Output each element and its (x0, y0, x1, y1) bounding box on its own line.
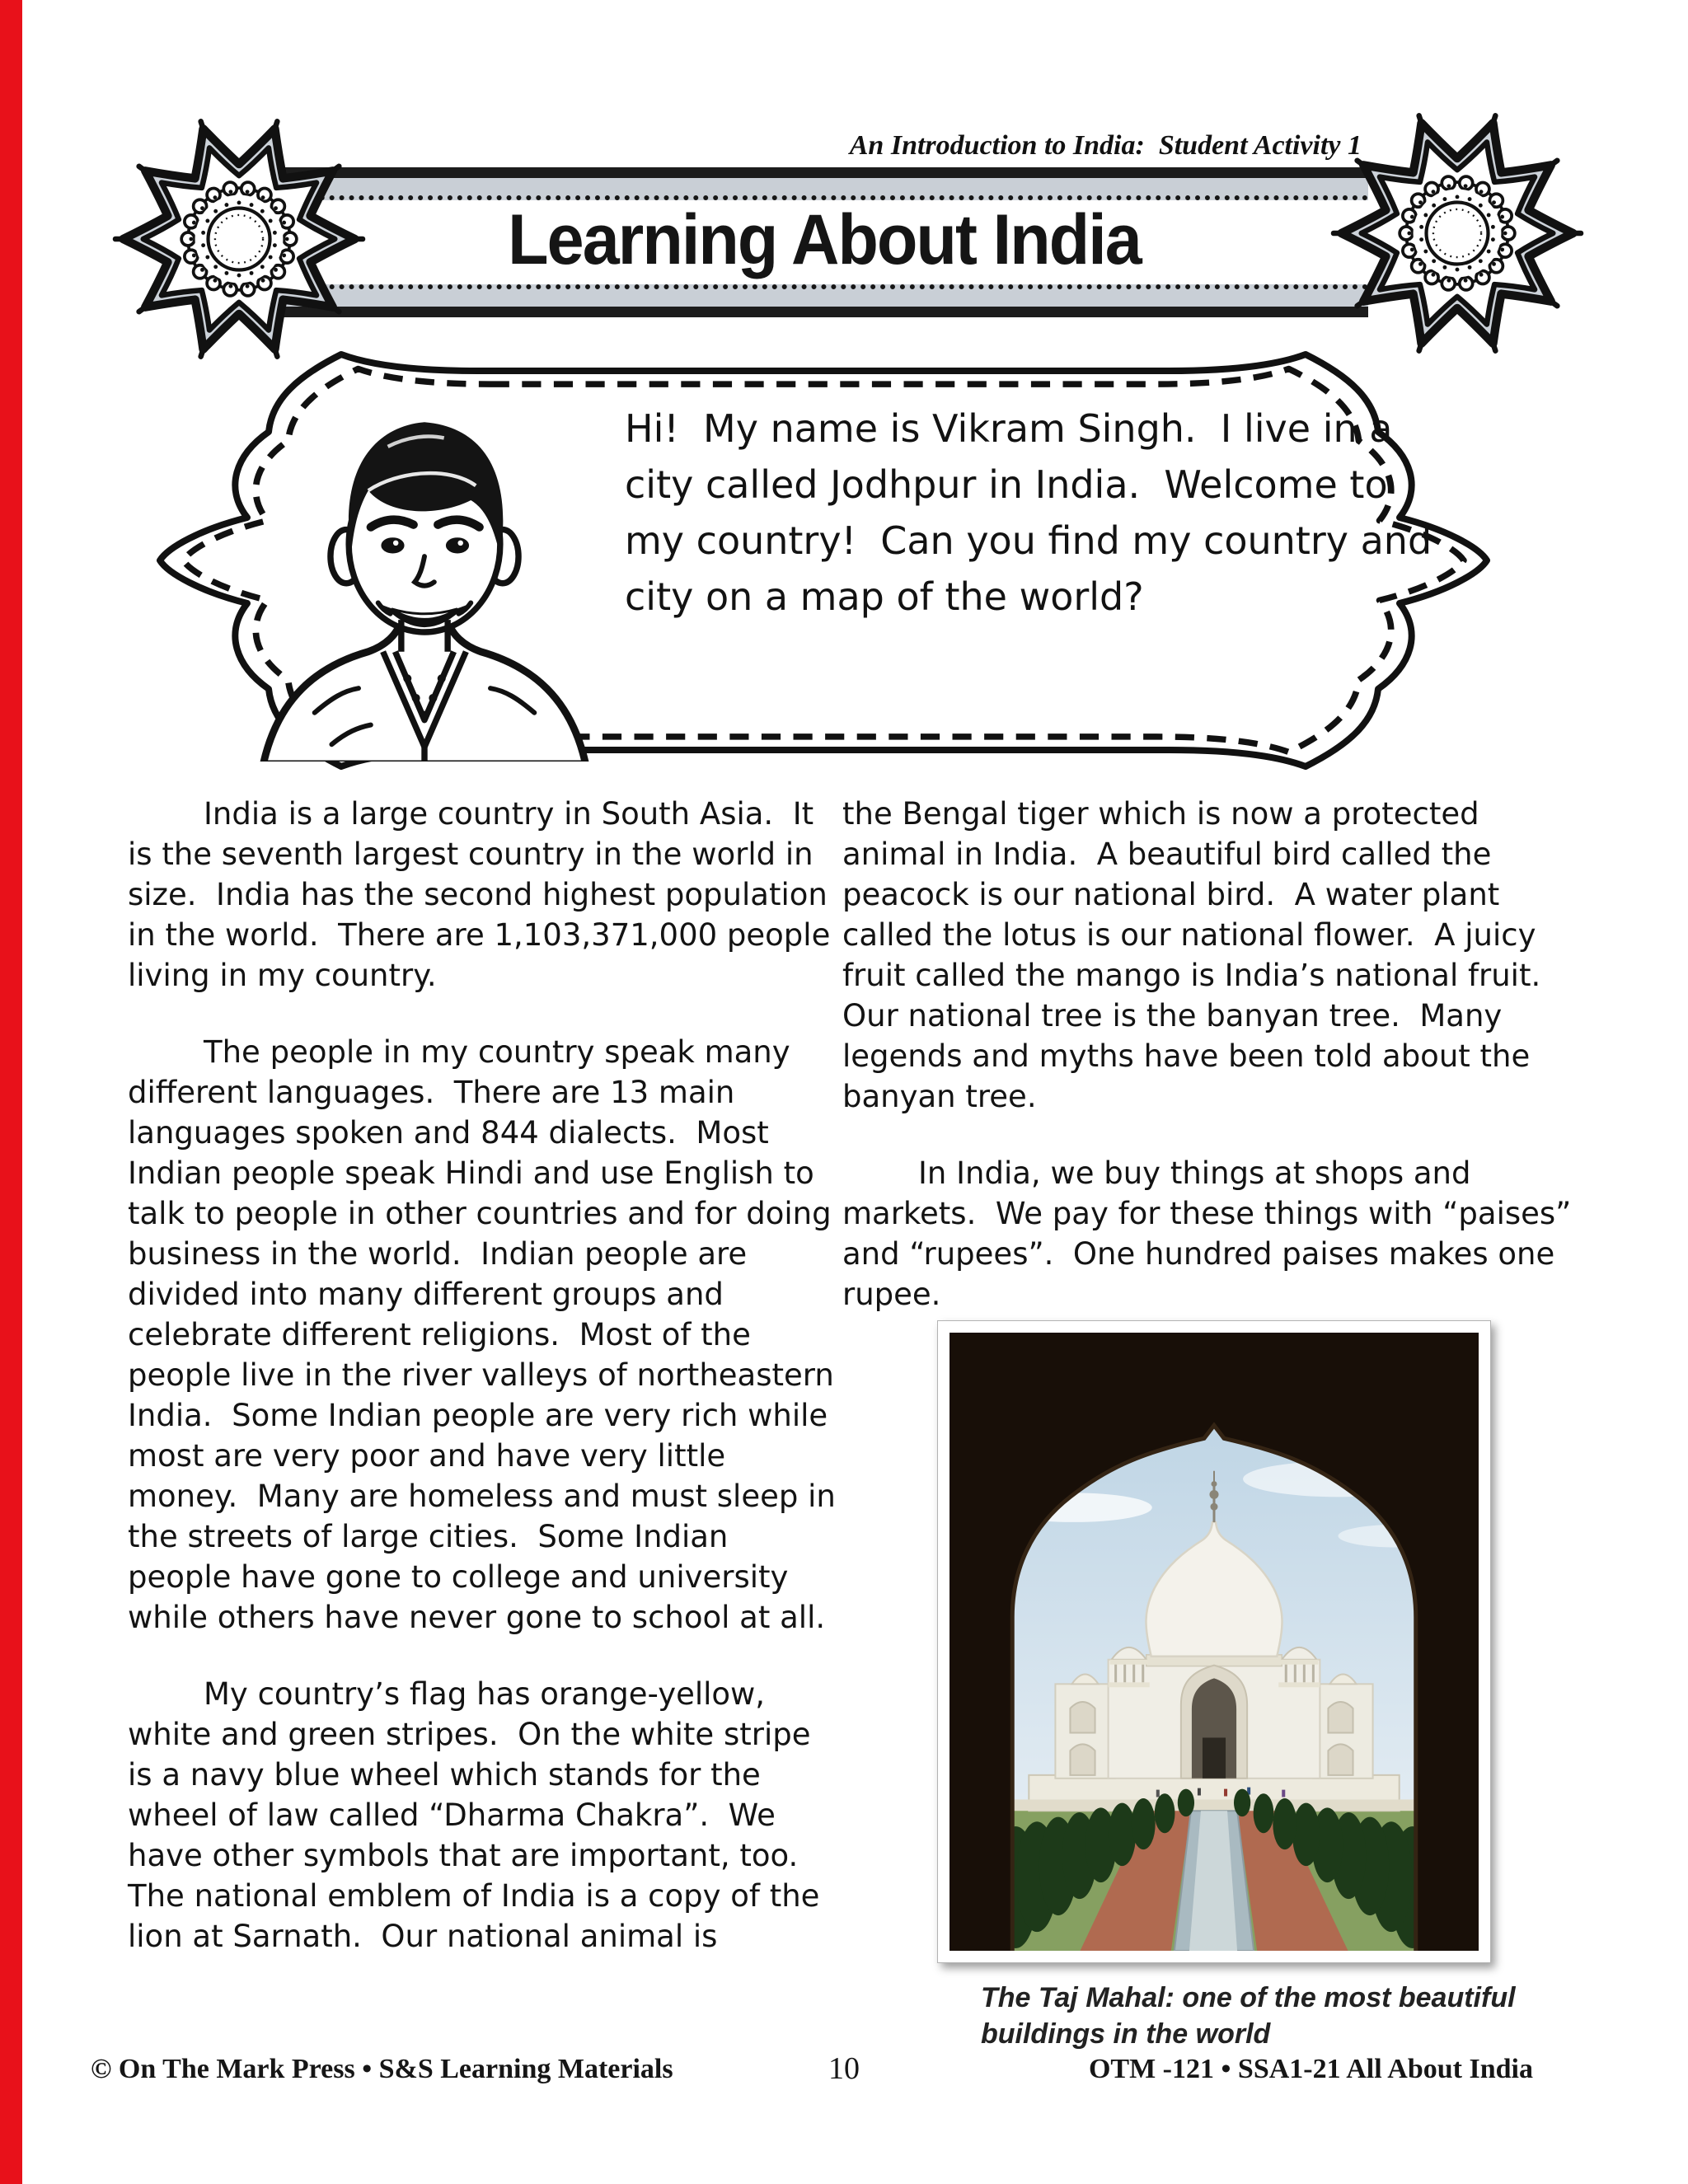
taj-mahal-photo (937, 1320, 1491, 1963)
paragraph: the Bengal tiger which is now a protected animal in India. A beautiful bird called the peacock is our national bird. A water plant called the lotus is our national flower. A juicy fruit called the mango is India’s national fruit. Our national tree is the banyan tree. Many legends and myths have been told about the banyan tree. (842, 796, 1560, 1114)
speech-box (124, 353, 1525, 769)
footer-publisher: © On The Mark Press • S&S Learning Materials (91, 2054, 673, 2084)
paragraph: India is a large country in South Asia. It is the seventh largest country in the world in size. India has the second highest population in the world. There are 1,103,371,000 people living in my country. (128, 796, 841, 993)
taj-mahal-photo-scene (950, 1333, 1479, 1951)
speech-text: Hi! My name is Vikram Singh. I live in a city called Jodhpur in India. Welcome to my country! Can you find my country and city on a map of the world? (625, 406, 1444, 619)
page-header: An Introduction to India: Student Activity 1 (849, 130, 1362, 161)
banner-bar-bottom (280, 307, 1368, 317)
left-column (128, 794, 846, 1957)
banner-bar-top (280, 167, 1368, 178)
paragraph: My country’s flag has orange-yellow, white and green stripes. On the white stripe is a navy blue wheel which stands for the wheel of law called “Dharma Chakra”. We have other symbols that are important, too. The national emblem of India is a copy of the lion at Sarnath. Our national animal is (128, 1676, 830, 1954)
right-column (842, 794, 1586, 1315)
page-number: 10 (828, 2051, 860, 2086)
boy-portrait-illustration (229, 371, 620, 762)
footer-product-code: OTM -121 • SSA1-21 All About India (1088, 2054, 1533, 2084)
photo-caption: The Taj Mahal: one of the most beautiful buildings in the world (981, 1982, 1516, 2050)
lotus-medallion-icon (115, 115, 363, 363)
paragraph: In India, we buy things at shops and markets. We pay for these things with “paises” and “rupees”. One hundred paises makes one rupee. (842, 1155, 1582, 1312)
page-title: Learning About India (508, 199, 1141, 279)
paragraph: The people in my country speak many different languages. There are 13 main languages spoken and 844 dialects. Most Indian people speak Hindi and use English to talk to people in other countries and for doing business in the world. Indian people are divided into many different groups and celebrate different religions. Most of the people live in the river valleys of northeastern India. Some Indian people are very rich while most are very poor and have very little money. Many are homeless and must sleep in the streets of large cities. Some Indian people have gone to college and university while others have never gone to school at all. (128, 1034, 846, 1635)
lotus-medallion-icon (1334, 110, 1581, 357)
binding-edge-stripe (0, 0, 22, 2184)
